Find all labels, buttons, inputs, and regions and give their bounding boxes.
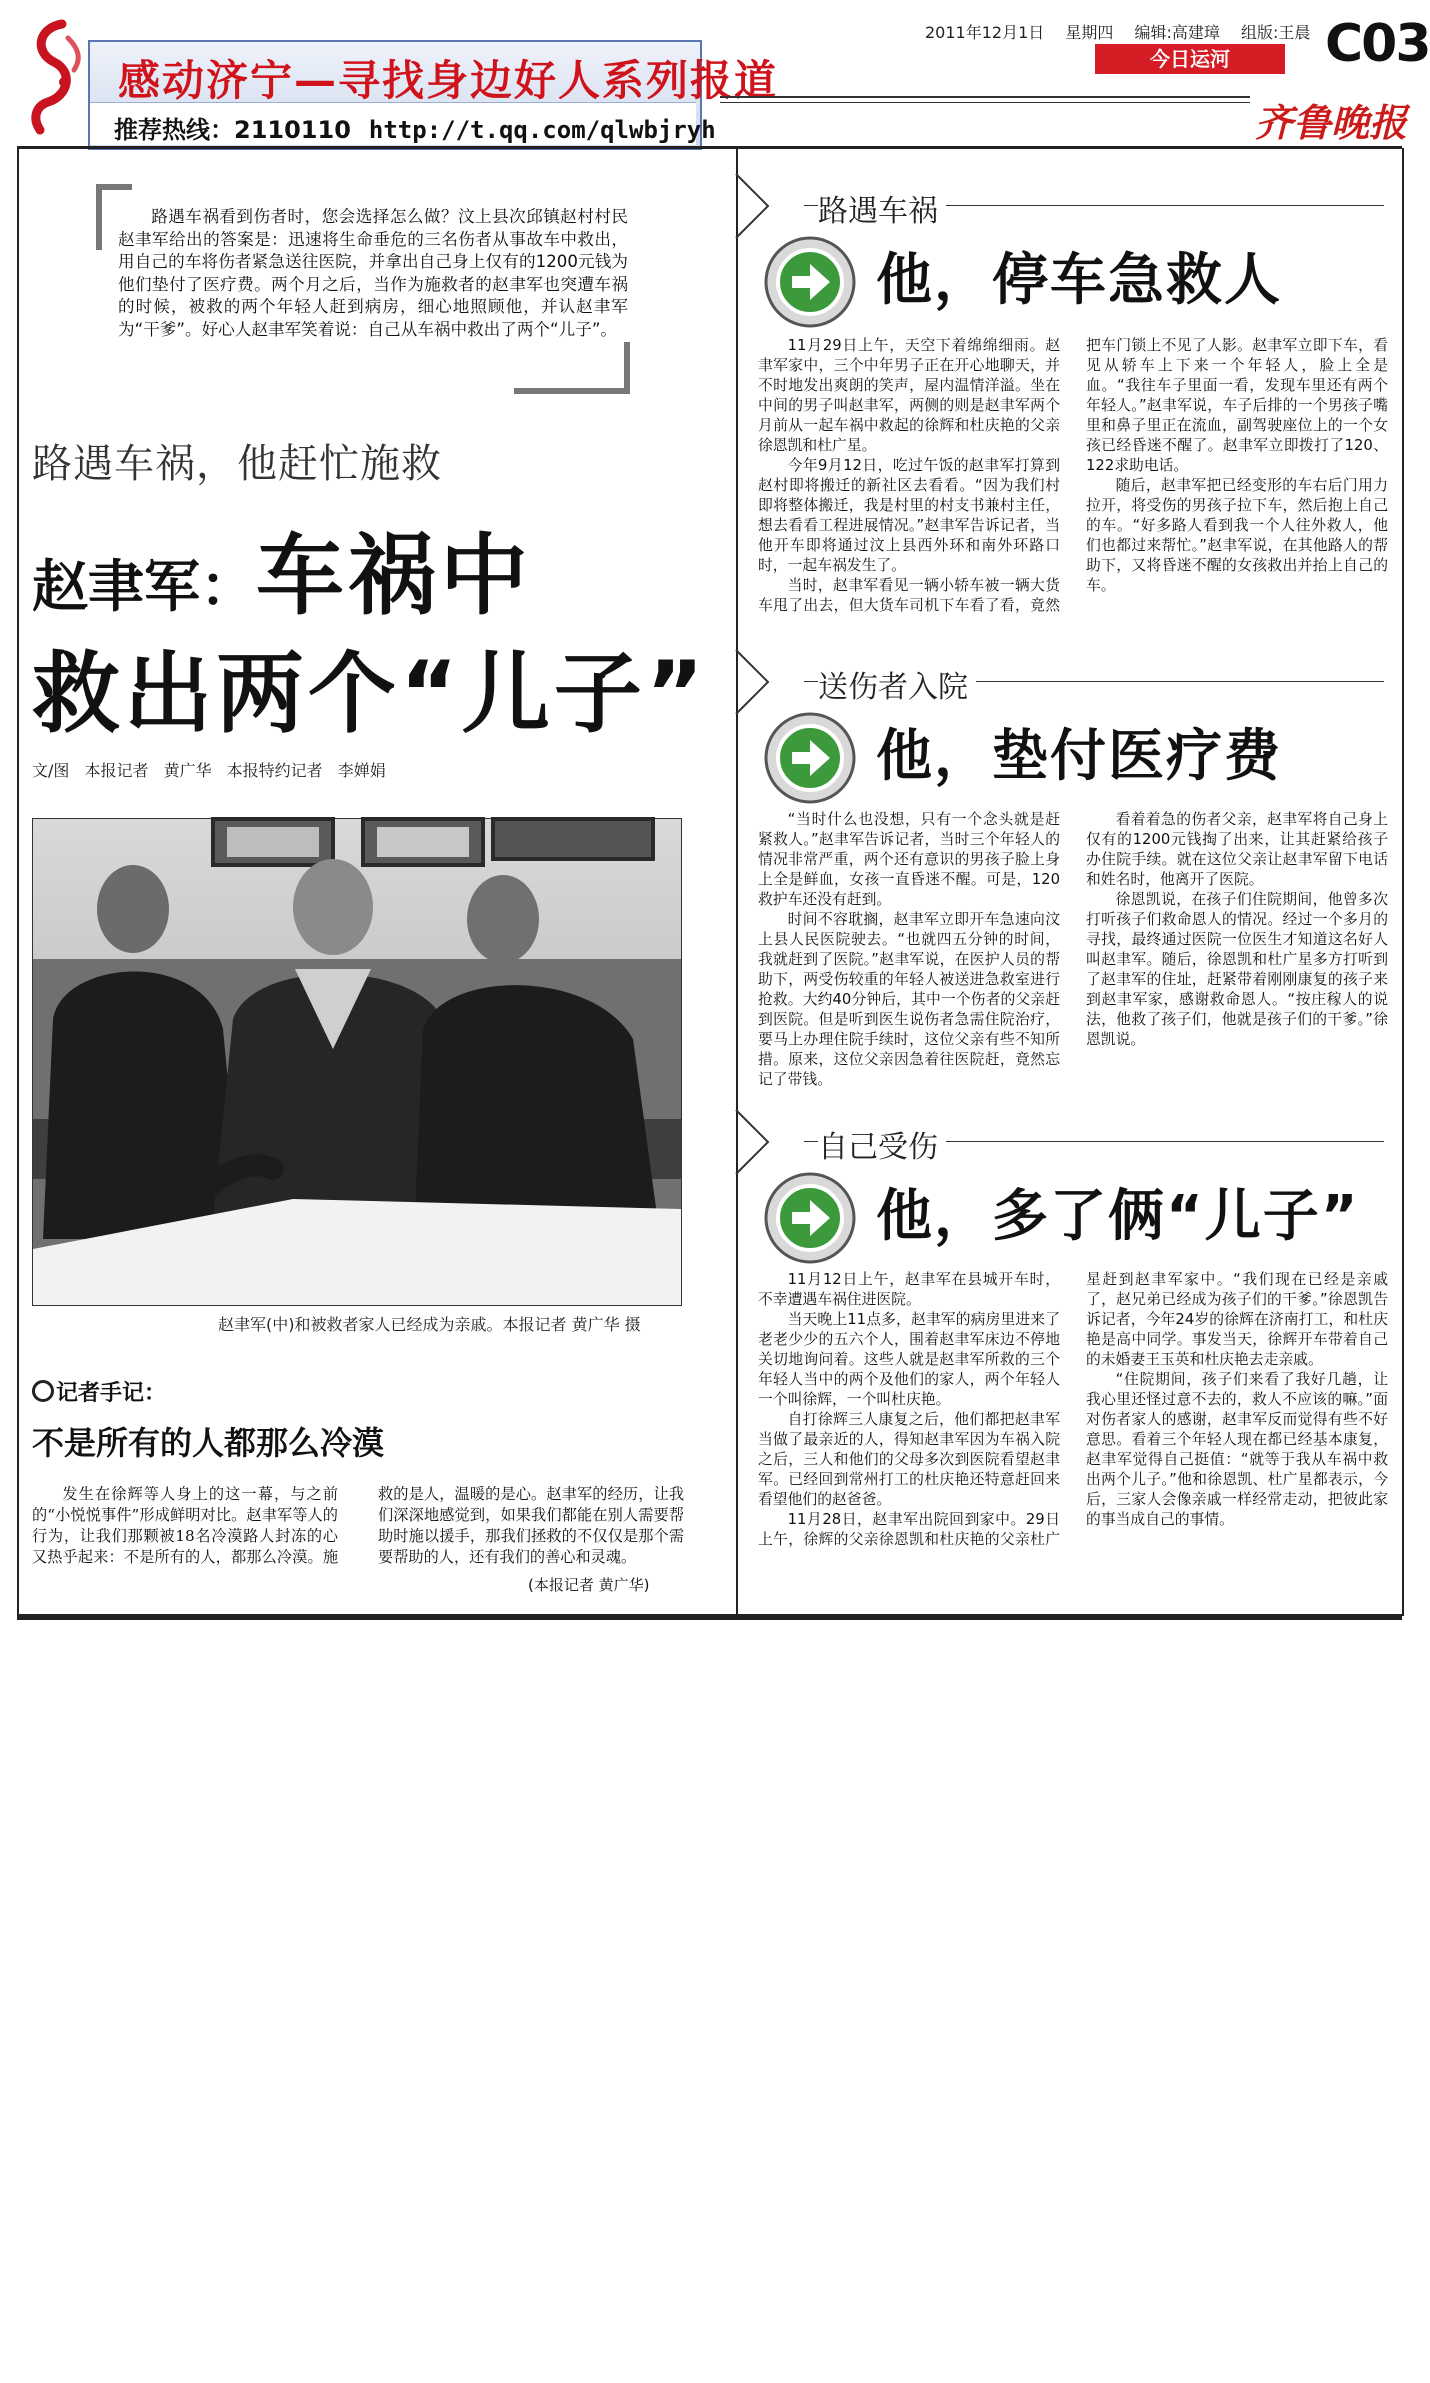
byline: 文/图 本报记者 黄广华 本报特约记者 李婵娟 — [32, 761, 386, 780]
reporter-notes-body — [32, 1484, 684, 1570]
story-paragraph: 时间不容耽搁，赵聿军立即开车急速向汶上县人民医院驶去。“也就四五分钟的时间，我就赶到了医院。”赵聿军说，在医护人员的帮助下，两受伤较重的年轻人被送进急救室进行抢救。大约40分钟后，其中一个伤者的父亲赶到医院。但是听到医生说伤者急需住院治疗，要马上办理住院手续时，这位父亲有些不知所措。原来，这位父亲因急着往医院赶，竟然忘记了带钱。 — [758, 911, 1060, 1088]
story-paragraph: “当时什么也没想，只有一个念头就是赶紧救人。”赵聿军告诉记者，当时三个年轻人的情况非常严重，两个还有意识的男孩子脸上身上全是鲜血，女孩一直昏迷不醒。可是，120救护车还没有赶到。 — [758, 811, 1060, 908]
issue-meta — [925, 20, 1326, 43]
story-paragraph: 徐恩凯说，在孩子们住院期间，他曾多次打听孩子们救命恩人的情况。经过一个多月的寻找，最终通过医院一位医生才知道这名好人叫赵聿军。随后，徐恩凯和杜广星多方打听到了赵聿军的住址，赶紧带着刚刚康复的孩子来到赵聿军家，感谢救命恩人。“按庄稼人的说法，他救了孩子们，他就是孩子们的干爹。”徐恩凯说。 — [1086, 891, 1388, 1048]
reporter-notes-label: 记者手记： — [32, 1376, 166, 1407]
chevron-bracket-icon — [736, 1110, 802, 1174]
reporter-notes-credit: (本报记者 黄广华) — [528, 1576, 650, 1594]
story-subhead: 送伤者入院 — [818, 662, 976, 706]
story-body-2 — [758, 810, 1388, 1100]
newspaper-masthead: 齐鲁晚报 — [1255, 100, 1408, 145]
hotline — [114, 110, 716, 145]
issue-date: 2011年12月1日 — [925, 23, 1045, 42]
story-subhead: 自己受伤 — [818, 1122, 946, 1166]
story-paragraph: 随后，赵聿军把已经变形的车右后门用力拉开，将受伤的男孩子拉下车，然后抱上自己的车。“好多路人看到我一个人往外救人，他们也都过来帮忙。”赵聿军说，在其他路人的帮助下，又将昏迷不醒的女孩救出并抬上自己的车。 — [1086, 477, 1388, 594]
page-number: C03 — [1325, 14, 1430, 74]
photo-illustration — [33, 819, 681, 1305]
lead-bracket-bottom-right — [514, 342, 630, 394]
green-arrow-icon — [762, 234, 858, 330]
green-arrow-icon — [762, 1170, 858, 1266]
green-arrow-icon — [762, 710, 858, 806]
column-divider — [736, 148, 738, 1614]
banner-title: 感动济宁—寻找身边好人系列报道 — [118, 56, 779, 105]
story-title: 他，停车急救人 — [876, 248, 1282, 313]
issue-layout: 组版:王晨 — [1240, 23, 1311, 42]
story-paragraph: “住院期间，孩子们来看了我好几趟，让我心里还怪过意不去的，救人不应该的嘛。”面对伤者家人的感谢，赵聿军反而觉得有些不好意思。看着三个年轻人现在都已经基本康复，赵聿军觉得自己挺值：“就等于我从车祸中救出两个儿子。”他和徐恩凯、杜广星都表示，今后，三家人会像亲戚一样经常走动，把彼此家的事当成自己的事情。 — [1086, 1371, 1388, 1528]
chevron-bracket-icon — [736, 174, 802, 238]
story-title: 他，垫付医疗费 — [876, 724, 1282, 789]
hotline-url[interactable]: http://t.qq.com/qlwbjryh — [368, 116, 716, 144]
main-headline-line1 — [32, 506, 532, 632]
story-subhead: 路遇车祸 — [818, 186, 946, 230]
story-paragraph: 11月12日上午，赵聿军在县城开车时，不幸遭遇车祸住进医院。 — [758, 1271, 1060, 1308]
ribbon-logo-icon — [28, 18, 88, 144]
chevron-bracket-icon — [736, 650, 802, 714]
headline-kicker: 路遇车祸，他赶忙施救 — [32, 441, 442, 487]
headline-part-a: 车祸中 — [256, 524, 533, 627]
story-body-1 — [758, 336, 1388, 626]
frame-bottom-rule — [17, 1614, 1402, 1620]
header-rule-thin — [720, 102, 1250, 103]
reporter-notes-text: 发生在徐辉等人身上的这一幕，与之前的“小悦悦事件”形成鲜明对比。赵聿军等人的行为，让我们那颗被18名冷漠路人封冻的心又热乎起来：不是所有的人，都那么冷漠。施救的是人，温暖的是心。赵聿军的经历，让我们深深地感觉到，如果我们都能在别人需要帮助时施以援手，那我们拯救的不仅仅是那个需要帮助的人，还有我们的善心和灵魂。 — [32, 1485, 684, 1566]
reporter-notes-title: 不是所有的人都那么冷漠 — [32, 1424, 385, 1462]
story-paragraph: 11月28日，赵聿军出院回到家中。29日上午，徐辉的父亲徐恩凯和杜庆艳的父亲杜广星赶到赵聿军家中。“我们现在已经是亲戚了，赵兄弟已经成为孩子们的干爹。”徐恩凯告诉记者，今年24岁的徐辉在济南打工，和杜庆艳是高中同学。事发当天，徐辉开车带着自己的未婚妻王玉英和杜庆艳去走亲戚。 — [758, 1271, 1388, 1548]
bullet-circle-icon — [32, 1380, 54, 1402]
hotline-label: 推荐热线：2110110 — [114, 116, 351, 144]
lead-text: 路遇车祸看到伤者时，您会选择怎么做？汶上县次邱镇赵村村民赵聿军给出的答案是：迅速将生命垂危的三名伤者从事故车中救出，用自己的车将伤者紧急送往医院，并拿出自己身上仅有的1200元钱为他们垫付了医疗费。两个月之后，当作为施救者的赵聿军也突遭车祸的时候，被救的两个年轻人赶到病房，细心地照顾他，并认赵聿军为“干爹”。好心人赵聿军笑着说：自己从车祸中救出了两个“儿子”。 — [118, 207, 628, 339]
story-paragraph: 今年9月12日，吃过午饭的赵聿军打算到赵村即将搬迁的新社区去看看。“因为我们村即将整体搬迁，我是村里的村支书兼村主任，想去看看工程进展情况。”赵聿军告诉记者，当他开车即将通过汶上县西外环和南外环路口时，一起车祸发生了。 — [758, 457, 1060, 574]
issue-editor: 编辑:高建璋 — [1134, 23, 1220, 42]
story-paragraph: 自打徐辉三人康复之后，他们都把赵聿军当做了最亲近的人，得知赵聿军因为车祸入院之后，三人和他们的父母多次到医院看望赵聿军。已经回到常州打工的杜庆艳还特意赶回来看望他们的赵爸爸。 — [758, 1411, 1060, 1508]
headline-name: 赵聿军： — [32, 554, 256, 620]
story-paragraph: 当天晚上11点多，赵聿军的病房里进来了老老少少的五六个人，围着赵聿军床边不停地关切地询问着。这些人就是赵聿军所救的三个年轻人当中的两个及他们的家人，两个年轻人一个叫徐辉，一个叫杜庆艳。 — [758, 1311, 1060, 1408]
story-paragraph: 看着着急的伤者父亲，赵聿军将自己身上仅有的1200元钱掏了出来，让其赶紧给孩子办住院手续。就在这位父亲让赵聿军留下电话和姓名时，他离开了医院。 — [1086, 811, 1388, 888]
column-banner — [18, 18, 779, 146]
section-tag: 今日运河 — [1095, 44, 1285, 74]
main-headline-line2: 救出两个“儿子” — [32, 642, 708, 745]
story-title: 他，多了俩“儿子” — [876, 1184, 1360, 1249]
story-paragraph: 当时，赵聿军看见一辆小轿车被一辆大货车甩了出去，但大货车司机下车看了看，竟然把车门锁上不见了人影。赵聿军立即下车，看见从轿车上下来一个年轻人，脸上全是血。“我往车子里面一看，发现车里还有两个年轻人。”赵聿军说，车子后排的一个男孩子嘴里和鼻子里正在流血，副驾驶座位上的一个女孩已经昏迷不醒了。赵聿军立即拨打了120、122求助电话。 — [758, 337, 1388, 614]
photo-caption: 赵聿军(中)和被救者家人已经成为亲戚。本报记者 黄广华 摄 — [218, 1315, 641, 1334]
header-rule — [720, 96, 1250, 98]
story-body-3 — [758, 1270, 1388, 1600]
banner-title-tail: —寻找身边好人系列报道 — [294, 56, 779, 105]
news-photo — [32, 818, 682, 1306]
story-paragraph: 11月29日上午，天空下着绵绵细雨。赵聿军家中，三个中年男子正在开心地聊天，并不时地发出爽朗的笑声，屋内温情洋溢。坐在中间的男子叫赵聿军，两侧的则是赵聿军两个月前从一起车祸中救起的徐辉和杜庆艳的父亲徐恩凯和杜广星。 — [758, 337, 1060, 454]
lead-box — [96, 184, 628, 394]
issue-weekday: 星期四 — [1065, 23, 1114, 42]
